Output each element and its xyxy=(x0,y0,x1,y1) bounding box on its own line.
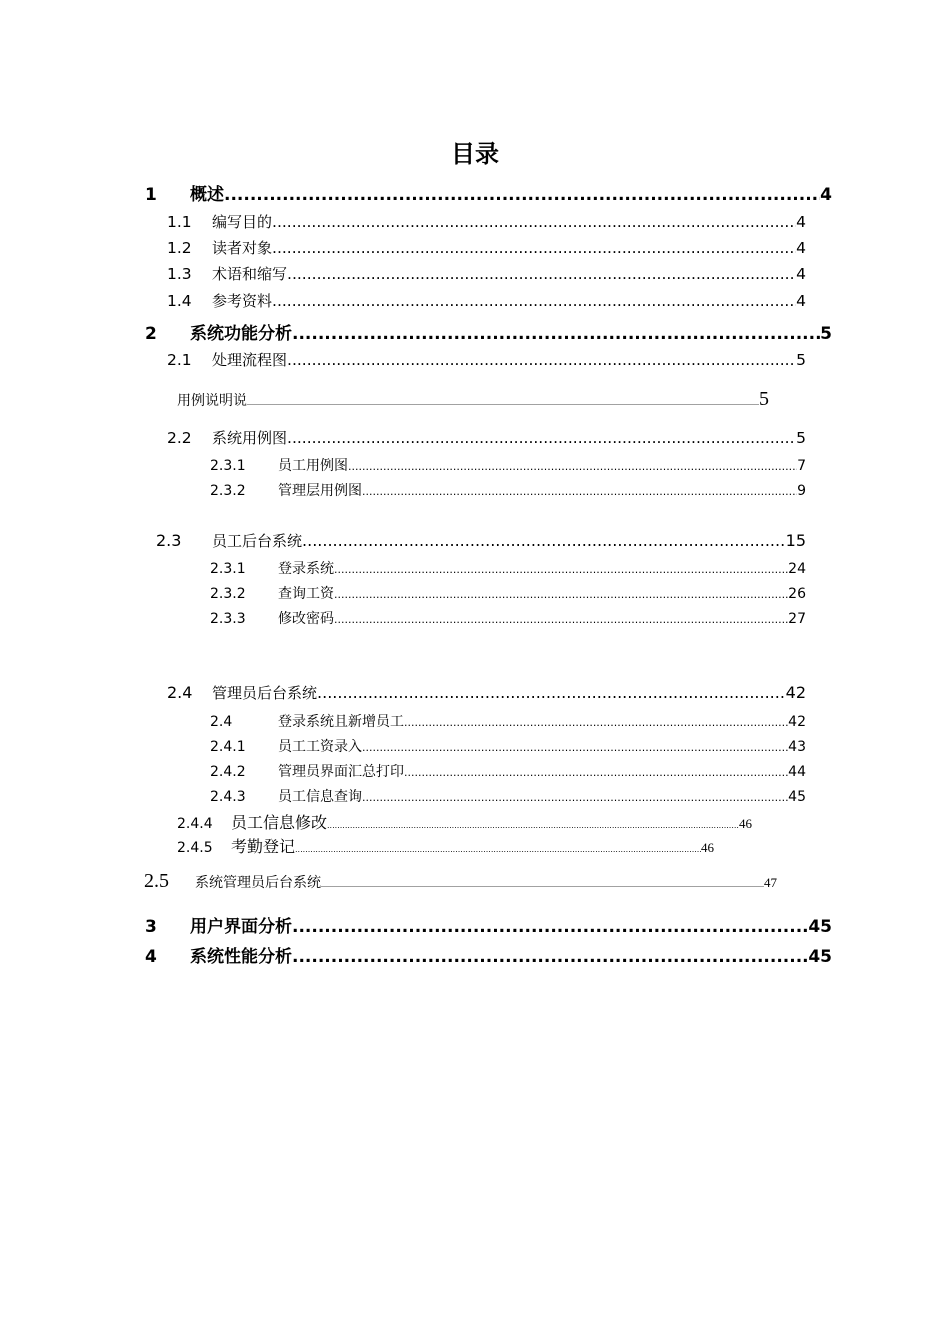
toc-dot-leader xyxy=(224,185,820,205)
toc-entry-page: 42 xyxy=(788,714,806,730)
toc-dot-leader xyxy=(247,398,759,407)
toc-dot-leader xyxy=(348,460,797,473)
toc-entry-number: 2.4.3 xyxy=(210,789,246,805)
toc-dot-leader xyxy=(272,292,796,310)
toc-entry-2-4-2[interactable] xyxy=(210,761,806,781)
toc-entry-number: 4 xyxy=(145,947,157,967)
toc-entry-2-3-1[interactable] xyxy=(210,558,806,578)
toc-entry-2-4-3[interactable] xyxy=(210,786,806,806)
toc-entry-label: 用户界面分析 xyxy=(190,917,292,937)
toc-dot-leader xyxy=(295,845,701,854)
toc-dot-leader xyxy=(404,716,788,729)
toc-entry-2-5[interactable] xyxy=(144,870,777,893)
toc-entry-number: 2.3.2 xyxy=(210,586,246,602)
toc-entry-page: 44 xyxy=(788,764,806,780)
toc-entry-3[interactable] xyxy=(145,912,832,937)
toc-entry-label: 员工工资录入 xyxy=(278,739,362,755)
toc-entry-label: 用例说明说 xyxy=(177,394,247,409)
toc-entry-1-2[interactable] xyxy=(167,237,806,258)
toc-entry-label: 读者对象 xyxy=(212,239,273,257)
toc-entry-page: 42 xyxy=(785,683,806,702)
toc-entry-page: 5 xyxy=(796,429,806,447)
toc-entry-label: 管理层用例图 xyxy=(278,483,362,499)
toc-entry-label: 概述 xyxy=(190,185,224,205)
toc-dot-leader xyxy=(292,917,808,937)
toc-dot-leader xyxy=(321,880,764,889)
toc-dot-leader xyxy=(272,239,796,257)
toc-entry-page: 5 xyxy=(820,324,832,344)
toc-entry-page: 5 xyxy=(759,388,769,410)
toc-entry-page: 45 xyxy=(808,917,832,937)
toc-dot-leader xyxy=(334,588,788,601)
toc-entry-1-4[interactable] xyxy=(167,290,806,311)
toc-entry-number: 1 xyxy=(145,185,157,205)
toc-entry-page: 47 xyxy=(764,875,777,890)
toc-entry-2-1[interactable] xyxy=(167,349,806,370)
toc-entry-label: 员工信息修改 xyxy=(231,813,328,832)
toc-entry-label: 登录系统 xyxy=(278,561,334,577)
toc-entry-number: 2.3.3 xyxy=(210,611,246,627)
toc-entry-number: 2.4 xyxy=(167,683,193,702)
toc-dot-leader xyxy=(334,613,788,626)
toc-entry-1-3[interactable] xyxy=(167,263,806,284)
toc-entry-number: 2.5 xyxy=(144,870,169,892)
toc-entry-page: 46 xyxy=(701,840,714,855)
toc-entry-number: 1.3 xyxy=(167,265,192,283)
toc-entry-number: 2.4.4 xyxy=(177,816,213,832)
toc-dot-leader xyxy=(362,485,797,498)
toc-dot-leader xyxy=(334,563,788,576)
toc-dot-leader xyxy=(292,947,808,967)
toc-entry-page: 45 xyxy=(808,947,832,967)
toc-entry-2-4-1[interactable] xyxy=(210,736,806,756)
toc-entry-2[interactable] xyxy=(145,319,832,344)
toc-entry-page: 15 xyxy=(785,531,806,550)
toc-entry-label: 系统管理员后台系统 xyxy=(195,875,321,891)
toc-entry-label: 管理员界面汇总打印 xyxy=(278,764,404,780)
toc-dot-leader xyxy=(287,351,796,369)
toc-entry-2-4[interactable] xyxy=(167,682,806,703)
toc-entry-number: 2.1 xyxy=(167,351,192,369)
toc-entry-label: 登录系统且新增员工 xyxy=(278,714,404,730)
toc-entry-number: 1.4 xyxy=(167,292,192,310)
toc-entry-label: 管理员后台系统 xyxy=(212,684,318,702)
toc-entry-label: 查询工资 xyxy=(278,586,334,602)
toc-dot-leader xyxy=(292,324,820,344)
toc-entry-4[interactable] xyxy=(145,942,832,967)
toc-entry-label: 考勤登记 xyxy=(231,837,296,856)
toc-entry-2-3-2-a[interactable] xyxy=(210,480,806,500)
toc-entry-page: 26 xyxy=(788,586,806,602)
toc-entry-label: 术语和缩写 xyxy=(212,265,288,283)
toc-dot-leader xyxy=(272,213,796,231)
toc-entry-number: 2.3 xyxy=(156,531,182,550)
toc-entry-2-4-5[interactable] xyxy=(177,834,714,857)
toc-entry-page: 4 xyxy=(796,239,806,257)
toc-dot-leader xyxy=(362,791,788,804)
toc-entry-page: 46 xyxy=(739,816,752,831)
toc-entry-2-3[interactable] xyxy=(156,530,806,551)
toc-entry-label: 系统用例图 xyxy=(212,429,288,447)
toc-entry-label: 处理流程图 xyxy=(212,351,288,369)
toc-entry-label: 系统功能分析 xyxy=(190,324,292,344)
toc-entry-page: 43 xyxy=(788,739,806,755)
toc-entry-page: 45 xyxy=(788,789,806,805)
toc-entry-label: 编写目的 xyxy=(212,213,273,231)
toc-entry-number: 3 xyxy=(145,917,157,937)
toc-entry-label: 修改密码 xyxy=(278,611,334,627)
toc-entry-page: 5 xyxy=(796,351,806,369)
toc-entry-page: 4 xyxy=(820,185,832,205)
toc-entry-2-2[interactable] xyxy=(167,427,806,448)
toc-entry-2-4-login[interactable] xyxy=(210,711,806,731)
toc-dot-leader xyxy=(287,429,796,447)
toc-entry-1-1[interactable] xyxy=(167,211,806,232)
toc-entry-page: 9 xyxy=(797,483,806,499)
toc-entry-label: 员工用例图 xyxy=(278,458,348,474)
toc-entry-page: 7 xyxy=(797,458,806,474)
toc-entry-label: 参考资料 xyxy=(212,292,273,310)
toc-entry-number: 2.4.2 xyxy=(210,764,246,780)
toc-entry-number: 2.4.1 xyxy=(210,739,246,755)
toc-entry-number: 2 xyxy=(145,324,157,344)
toc-dot-leader xyxy=(327,821,739,830)
toc-entry-2-3-1-a[interactable] xyxy=(210,455,806,475)
toc-entry-number: 2.4 xyxy=(210,714,233,730)
toc-entry-page: 27 xyxy=(788,611,806,627)
toc-dot-leader xyxy=(362,741,788,754)
toc-entry-1[interactable] xyxy=(145,180,832,205)
toc-entry-number: 1.2 xyxy=(167,239,192,257)
toc-entry-number: 2.3.2 xyxy=(210,483,246,499)
toc-dot-leader xyxy=(302,531,786,550)
toc-entry-page: 4 xyxy=(796,292,806,310)
toc-entry-number: 2.2 xyxy=(167,429,192,447)
toc-entry-number: 2.4.5 xyxy=(177,840,213,856)
toc-dot-leader xyxy=(404,766,788,779)
toc-entry-number: 1.1 xyxy=(167,213,192,231)
toc-entry-2-3-2[interactable] xyxy=(210,583,806,603)
toc-entry-label: 员工信息查询 xyxy=(278,789,362,805)
toc-entry-2-3-3[interactable] xyxy=(210,608,806,628)
toc-entry-page: 4 xyxy=(796,213,806,231)
toc-dot-leader xyxy=(287,265,796,283)
toc-entry-page: 4 xyxy=(796,265,806,283)
toc-title: 目录 xyxy=(451,140,499,168)
toc-entry-use-case-note[interactable] xyxy=(177,388,769,411)
toc-entry-2-4-4[interactable] xyxy=(177,810,752,833)
toc-entry-label: 员工后台系统 xyxy=(212,532,303,550)
toc-entry-number: 2.3.1 xyxy=(210,458,246,474)
toc-entry-label: 系统性能分析 xyxy=(190,947,292,967)
toc-entry-number: 2.3.1 xyxy=(210,561,246,577)
toc-dot-leader xyxy=(317,683,786,702)
toc-entry-page: 24 xyxy=(788,561,806,577)
